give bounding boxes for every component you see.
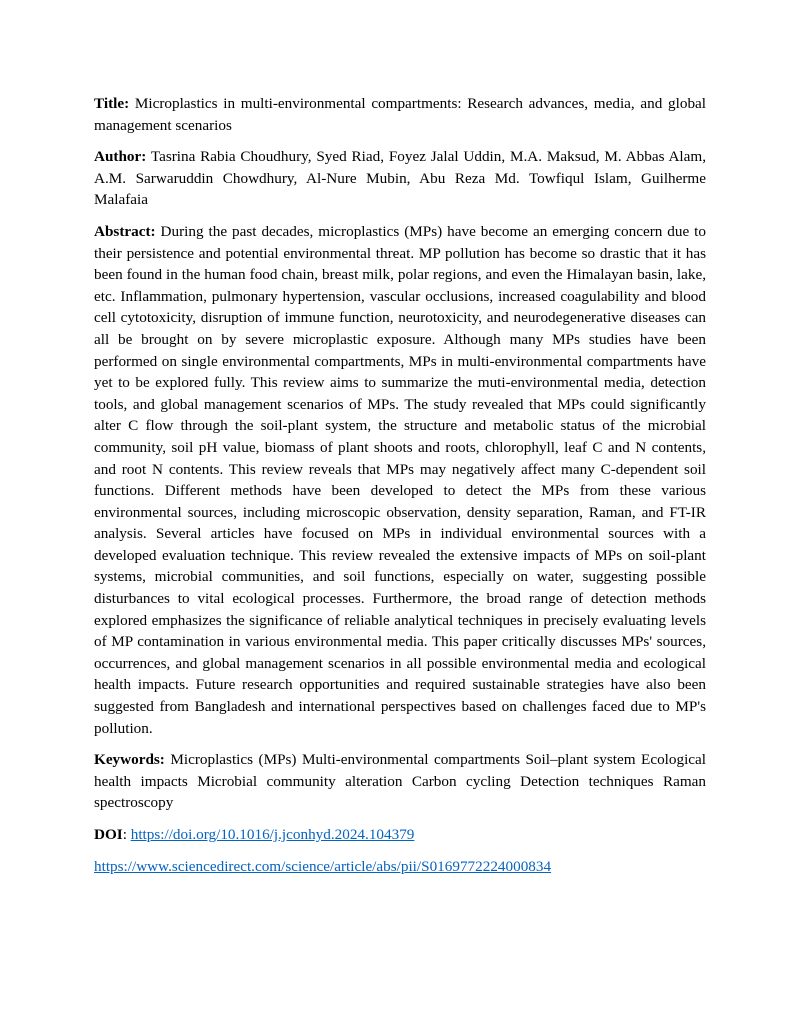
keywords-label: Keywords:: [94, 751, 165, 769]
title-label: Title:: [94, 95, 130, 112]
doi-separator: :: [122, 826, 131, 843]
abstract-paragraph: [94, 221, 706, 739]
article-link-paragraph: [94, 856, 706, 878]
article-link[interactable]: https://www.sciencedirect.com/science/article/abs/pii/S0169772224000834: [94, 857, 552, 875]
doi-label: DOI: [94, 826, 123, 843]
keywords-text: Microplastics (MPs) Multi-environmental compartments Soil–plant system Ecological health impacts Microbial community alteration Carbon cycling Detection techniques Raman spectroscopy: [94, 751, 707, 812]
document-page: [94, 93, 706, 887]
author-list: Tasrina Rabia Choudhury, Syed Riad, Foyez Jalal Uddin, M.A. Maksud, M. Abbas Alam, A.M. Sarwaruddin Chowdhury, Al-Nure Mubin, Abu Reza Md. Towfiqul Islam, Guilherme Malafaia: [94, 148, 706, 209]
title-paragraph: [94, 93, 706, 136]
abstract-label: Abstract:: [94, 222, 156, 240]
keywords-paragraph: [94, 749, 706, 814]
doi-paragraph: [94, 824, 706, 846]
doi-link[interactable]: https://doi.org/10.1016/j.jconhyd.2024.104379: [130, 826, 415, 843]
abstract-text: During the past decades, microplastics (MPs) have become an emerging concern due to their persistence and potential environmental threat. MP pollution has become so drastic that it has been found in the human food chain, breast milk, polar regions, and even the Himalayan basin, lake, etc. Inflammation, pulmonary hypertension, vascular occlusions, increased coagulability and blood cell cytotoxicity, disruption of immune function, neurotoxicity, and neurodegenerative diseases can all be brought on by severe microplastic exposure. Although many MPs studies have been performed on single environmental compartments, MPs in multi-environmental compartments have yet to be explored fully. This review aims to summarize the muti-environmental media, detection tools, and global management scenarios of MPs. The study revealed that MPs could significantly alter C flow through the soil-plant system, the structure and metabolic status of the microbial community, soil pH value, biomass of plant shoots and roots, chlorophyll, leaf C and N contents, and root N contents. This review reveals that MPs may negatively affect many C-dependent soil functions. Different methods have been developed to detect the MPs from these various environmental sources, including microscopic observation, density separation, Raman, and FT-IR analysis. Several articles have focused on MPs in individual environmental sources with a developed evaluation technique. This review revealed the extensive impacts of MPs on soil-plant systems, microbial communities, and soil functions, especially on water, suggesting possible disturbances to vital ecological processes. Furthermore, the broad range of detection methods explored emphasizes the significance of reliable analytical techniques in precisely evaluating levels of MP contamination in various environmental media. This paper critically discusses MPs' sources, occurrences, and global management scenarios in all possible environmental media and ecological health impacts. Future research opportunities and required sustainable strategies have also been suggested from Bangladesh and international perspectives based on challenges faced due to MP's pollution.: [94, 222, 706, 737]
author-label: Author:: [94, 148, 147, 166]
paper-title: Microplastics in multi-environmental compartments: Research advances, media, and global management scenarios: [94, 95, 707, 134]
author-paragraph: [94, 146, 706, 211]
